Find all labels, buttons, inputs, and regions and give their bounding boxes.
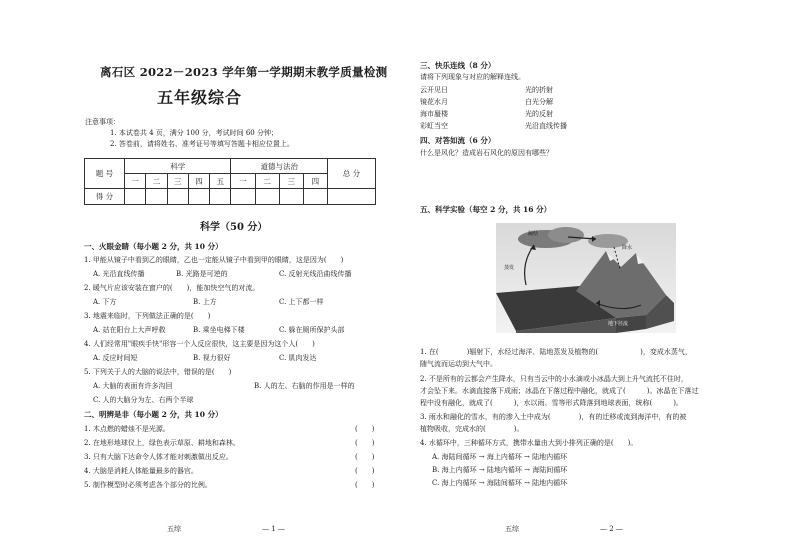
total-score-cell[interactable]	[328, 189, 376, 205]
option[interactable]: B. 乘坐电梯下楼	[193, 326, 245, 334]
science-col: 四	[188, 174, 209, 189]
explanation-item[interactable]: 白光分解	[525, 98, 553, 106]
water-cycle-diagram	[496, 223, 676, 333]
score-cell[interactable]	[255, 189, 279, 205]
option[interactable]: A. 大脑的表面有许多沟回	[93, 382, 173, 390]
cloud-left-top	[548, 227, 584, 243]
answer-paren[interactable]: ( )	[355, 439, 375, 447]
option[interactable]: B. 光路是可逆的	[176, 270, 228, 278]
experiment-line: 3. 雨水和融化的雪水，有的渗入土中成为( )，有的迁移或流到海洋中，有的被	[420, 413, 687, 421]
score-cell[interactable]	[188, 189, 209, 205]
page-number: — 1 —	[262, 525, 285, 533]
score-cell[interactable]	[210, 189, 231, 205]
morality-col: 一	[231, 174, 255, 189]
option[interactable]: B. 海上内循环 → 陆地内循环 → 海陆间循环	[432, 466, 568, 474]
true-false-item: 1. 木点燃的蜡烛不是光源。	[84, 425, 170, 433]
experiment-line: 2. 不是所有的云都会产生降水，只有当云中的小水滴或小冰晶大到上升气流托不住时，	[420, 375, 688, 383]
option[interactable]: B. 人的左、右脑的作用是一样的	[254, 382, 355, 390]
morality-col: 二	[255, 174, 279, 189]
science-heading: 科学（50 分）	[200, 222, 268, 233]
science-col: 五	[210, 174, 231, 189]
option[interactable]: C. 上下都一样	[279, 298, 324, 306]
part3-title: 三、快乐连线（8 分）	[420, 61, 496, 70]
answer-paren[interactable]: ( )	[355, 467, 375, 475]
question-stem: 1. 甲能从镜子中看到乙的眼睛，乙也一定能从镜子中看到甲的眼睛，这是因为( )	[84, 256, 344, 264]
score-cell[interactable]	[231, 189, 255, 205]
phenomenon-item[interactable]: 海市蜃楼	[420, 110, 448, 118]
explanation-item[interactable]: 光的反射	[525, 110, 553, 118]
phenomenon-item[interactable]: 云开见日	[420, 86, 448, 94]
part1-title: 一、火眼金睛（每小题 2 分，共 10 分）	[84, 242, 223, 251]
experiment-line: 植物吸收，完成水的( )。	[420, 425, 524, 433]
score-cell[interactable]	[146, 189, 167, 205]
explanation-item[interactable]: 光沿直线传播	[525, 122, 567, 130]
page-number: — 2 —	[600, 525, 623, 533]
option[interactable]: A. 光沿直线传播	[93, 270, 145, 278]
science-header: 科学	[125, 159, 231, 174]
option[interactable]: C. 肌肉发达	[279, 354, 317, 362]
true-false-item: 5. 制作模型时必须考虑各个部分的比例。	[84, 481, 212, 489]
explanation-item[interactable]: 光的折射	[525, 86, 553, 94]
label-condensation: 凝结	[528, 231, 539, 237]
exam-title: 离石区 2022－2023 学年第一学期期末教学质量检测	[100, 65, 388, 79]
answer-paren[interactable]: ( )	[355, 425, 375, 433]
question-stem: 2. 暖气片应该安装在窗户的( )，能加快空气的对流。	[84, 284, 260, 292]
label-precipitation: 降水	[622, 245, 633, 251]
science-col: 三	[167, 174, 188, 189]
science-col: 一	[125, 174, 146, 189]
notice-item: 1. 本试卷共 4 页，满分 100 分，考试时间 60 分钟；	[110, 129, 278, 137]
score-label: 得 分	[85, 189, 125, 205]
exam-subtitle: 五年级综合	[157, 88, 243, 107]
question-stem: 5. 下列关于人的大脑的说法中，错误的是( )	[84, 368, 232, 376]
score-cell[interactable]	[167, 189, 188, 205]
true-false-item: 4. 大脑是消耗人体能量最多的器官。	[84, 467, 198, 475]
footer-label: 五综	[167, 525, 181, 533]
option[interactable]: A. 反应时间短	[93, 354, 138, 362]
experiment-line: 4. 水循环中，三种循环方式，携带水量由大到小排列正确的是( )。	[420, 439, 638, 447]
phenomenon-item[interactable]: 镜花水月	[420, 98, 448, 106]
option[interactable]: C. 躲在厕所保护头部	[279, 326, 345, 334]
true-false-item: 3. 只有大脑下达命令人体才能对刺激做出反应。	[84, 453, 233, 461]
part3-instruction: 请将下列现象与对应的解释连线。	[420, 73, 525, 81]
score-cell[interactable]	[125, 189, 146, 205]
notice-item: 2. 答卷前，请将姓名、准考证号等填写答题卡相应位置上。	[110, 140, 294, 148]
part5-title: 五、科学实验（每空 2 分，共 16 分）	[420, 205, 552, 214]
phenomenon-item[interactable]: 彩虹当空	[420, 122, 448, 130]
true-false-item: 2. 在地形地球仪上，绿色表示草原、耕地和森林。	[84, 439, 240, 447]
label-groundwater: 地下径流	[608, 321, 629, 327]
label-evaporation: 蒸发	[504, 265, 515, 271]
morality-col: 三	[279, 174, 303, 189]
option[interactable]: A. 下方	[93, 298, 117, 306]
total-header: 总 分	[328, 159, 376, 189]
notice-title: 注意事项：	[85, 118, 120, 126]
morality-header: 道德与法治	[231, 159, 328, 174]
option[interactable]: A. 海陆间循环 → 海上内循环 → 陆地内循环	[432, 453, 568, 461]
option[interactable]: B. 上方	[193, 298, 217, 306]
score-table	[84, 158, 376, 205]
part2-title: 二、明辨是非（每小题 2 分，共 10 分）	[84, 410, 223, 419]
answer-paren[interactable]: ( )	[355, 453, 375, 461]
option[interactable]: C. 海上内循环 → 海陆间循环 → 陆地内循环	[432, 479, 568, 487]
footer-label: 五综	[505, 525, 519, 533]
question-number-label: 题 号	[85, 159, 125, 189]
experiment-line: 随气流而运动到大气中。	[420, 360, 497, 368]
option[interactable]: C. 人的大脑分为左、右两个半球	[93, 396, 194, 404]
option[interactable]: B. 视力很好	[193, 354, 231, 362]
answer-paren[interactable]: ( )	[355, 481, 375, 489]
part4-question: 什么是风化？造成岩石风化的原因有哪些？	[420, 149, 553, 157]
question-stem: 3. 地震来临时，下列做法正确的是( )	[84, 312, 211, 320]
option[interactable]: A. 站在阳台上大声呼救	[93, 326, 166, 334]
option[interactable]: C. 反射光线沿曲线传播	[279, 270, 352, 278]
science-col: 二	[146, 174, 167, 189]
score-cell[interactable]	[303, 189, 327, 205]
morality-col: 四	[303, 174, 327, 189]
part4-title: 四、对答如流（6 分）	[420, 136, 496, 145]
experiment-line: 程中没有融化，就成了( )，水以雨、雪等形式降落到地球表面，统称( )。	[420, 399, 683, 407]
score-cell[interactable]	[279, 189, 303, 205]
question-stem: 4. 人们经常用"眼疾手快"形容一个人反应很快，这主要是因为这个人( )	[84, 340, 315, 348]
experiment-line: 1. 在( )辐射下，水经过海洋、陆地蒸发及植物的( )，变成水蒸气，	[420, 348, 692, 356]
experiment-line: 才会坠下来。水滴直接落下成雨；冰晶在下落过程中融化，就成了( )。冰晶在下落过	[420, 387, 699, 395]
